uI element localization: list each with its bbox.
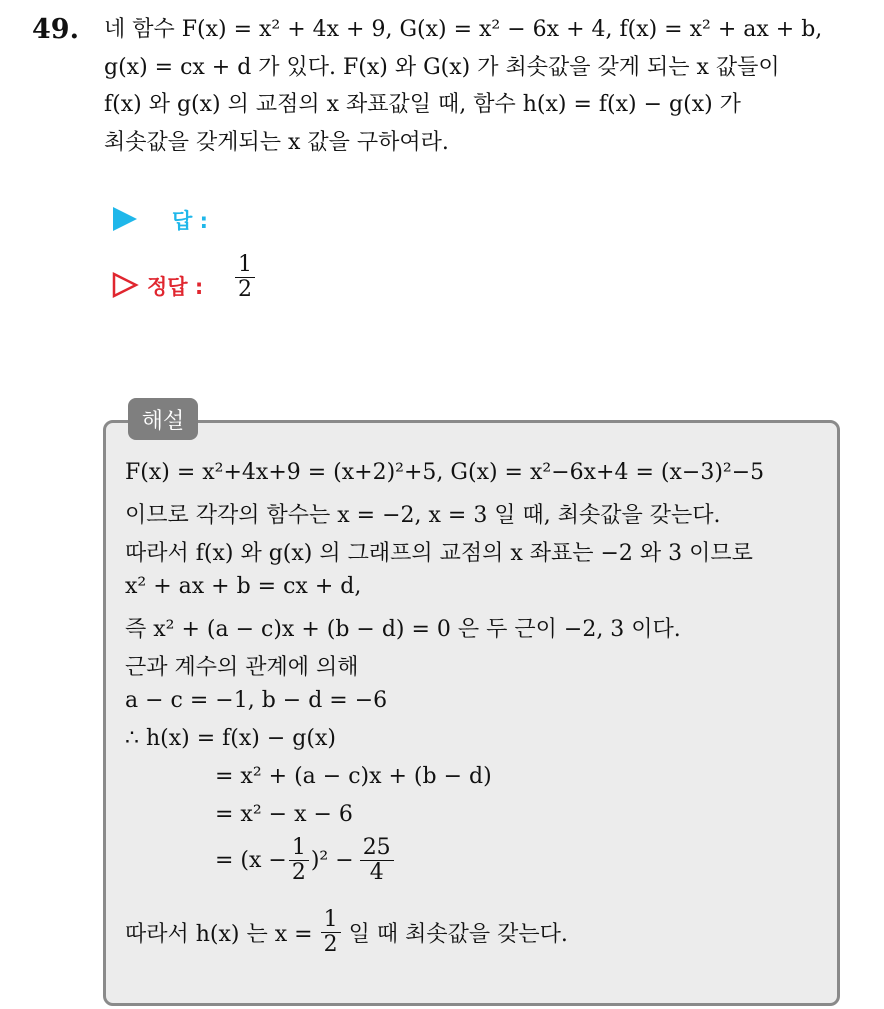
solution-line-7: a − c = −1, b − d = −6 bbox=[125, 688, 388, 713]
correct-label: 정답 : bbox=[147, 275, 204, 299]
solution-line-9: = x² + (a − c)x + (b − d) bbox=[215, 764, 492, 789]
line11-denominator: 2 bbox=[291, 860, 306, 886]
correct-numerator: 1 bbox=[235, 253, 255, 278]
question-line-1: 네 함수 F(x) = x² + 4x + 9, G(x) = x² − 6x + 4, f(x) = x² + ax + b, bbox=[104, 17, 823, 42]
solution-line-10: = x² − x − 6 bbox=[215, 802, 353, 827]
line11-part-b: )² − bbox=[310, 848, 354, 874]
solution-line-4: x² + ax + b = cx + d, bbox=[125, 574, 362, 599]
final-numerator: 1 bbox=[321, 908, 341, 933]
solution-final-line bbox=[125, 908, 568, 957]
question-line-3: f(x) 와 g(x) 의 교점의 x 좌표값일 때, 함수 h(x) = f(x) − g(x) 가 bbox=[104, 92, 741, 117]
solution-line-8: ∴ h(x) = f(x) − g(x) bbox=[125, 726, 336, 751]
question-line-4: 최솟값을 갖게되는 x 값을 구하여라. bbox=[104, 130, 449, 155]
solution-line-3: 따라서 f(x) 와 g(x) 의 그래프의 교점의 x 좌표는 −2 와 3 이므로 bbox=[125, 541, 753, 566]
solution-line-5: 즉 x² + (a − c)x + (b − d) = 0 은 두 근이 −2, 3 이다. bbox=[125, 617, 681, 642]
line11-denominator-2: 4 bbox=[369, 860, 384, 886]
correct-answer-fraction bbox=[235, 253, 255, 302]
line11-part-a: = (x − bbox=[215, 848, 287, 874]
question-number: 49. bbox=[32, 14, 79, 45]
solution-tab: 해설 bbox=[128, 398, 198, 440]
question-line-2: g(x) = cx + d 가 있다. F(x) 와 G(x) 가 최솟값을 갖게 되는 x 값들이 bbox=[104, 55, 780, 80]
correct-marker-icon bbox=[111, 271, 139, 303]
final-part-b: 일 때 최솟값을 갖는다. bbox=[348, 922, 568, 948]
solution-line-11 bbox=[215, 836, 394, 885]
final-denominator: 2 bbox=[323, 932, 338, 958]
solution-line-2: 이므로 각각의 함수는 x = −2, x = 3 일 때, 최솟값을 갖는다. bbox=[125, 503, 721, 528]
answer-marker-icon bbox=[111, 205, 139, 237]
solution-line-1: F(x) = x²+4x+9 = (x+2)²+5, G(x) = x²−6x+4 = (x−3)²−5 bbox=[125, 460, 765, 485]
answer-label: 답 : bbox=[172, 209, 208, 233]
final-part-a: 따라서 h(x) 는 x = bbox=[125, 922, 313, 948]
line11-numerator: 1 bbox=[289, 836, 309, 861]
correct-denominator: 2 bbox=[238, 277, 252, 303]
solution-line-6: 근과 계수의 관계에 의해 bbox=[125, 655, 359, 680]
line11-numerator-2: 25 bbox=[360, 836, 394, 861]
